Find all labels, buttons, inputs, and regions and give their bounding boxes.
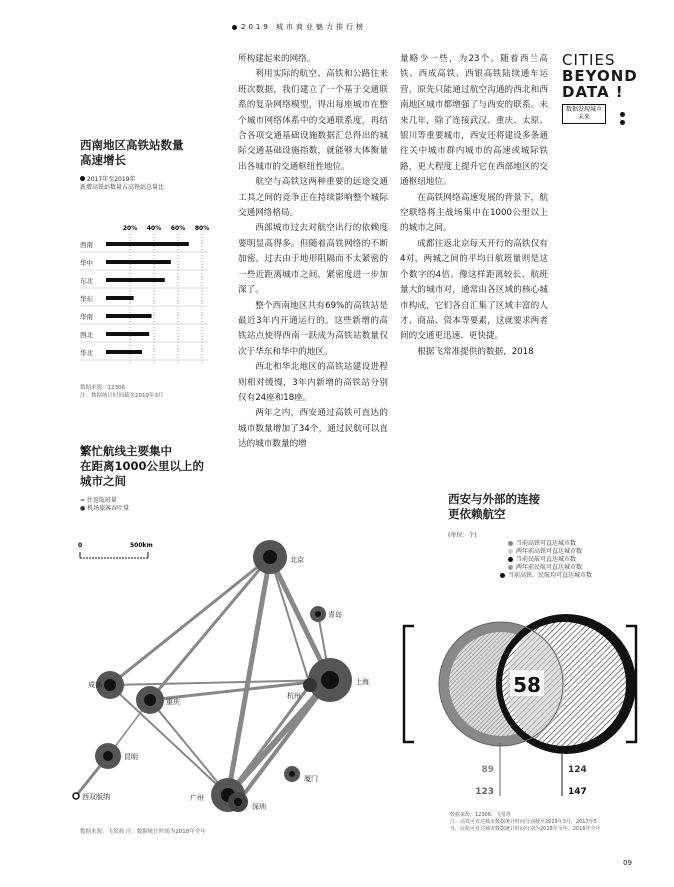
- category-label: 西南: [80, 241, 93, 249]
- air-2018-value: 147: [568, 787, 587, 797]
- city-label-xiamen: 厦门: [304, 775, 318, 783]
- city-label-shanghai: 上海: [355, 678, 369, 686]
- venn-section: 西安与外部的连接 更依赖航空 (单位：个): [448, 492, 598, 540]
- legend-dot-icon: [508, 549, 513, 554]
- legend-dot-icon: [80, 176, 85, 181]
- venn-legend-item: 两年前民航可直达城市数: [508, 564, 638, 572]
- bar-东北: [106, 278, 165, 282]
- paragraph: 在高铁网络高速发展的背景下，航空联络将主战场集中在1000公里以上的城市之间。: [400, 192, 548, 234]
- map-source-note: 数据来源：飞常准 注：数据统计时间为2018年全年: [80, 829, 206, 835]
- map-legend-routes: = 往返航班量: [80, 497, 117, 504]
- article-column-1: [238, 52, 388, 453]
- venn-title: 西安与外部的连接: [448, 492, 540, 506]
- bar-西北: [106, 332, 149, 336]
- city-label-hangzhou: 杭州: [287, 692, 301, 700]
- paragraph: 量略少一些，为23个。随着西兰高铁、西成高铁、西银高铁陆续通车运营，原先只能通过航空沟通的西北和西南地区城市都增强了与西安的联系。未来几年，除了连接武汉、重庆、太原、银川等重要城市，西安还将建设多条通往关中城市群内城市的高速或城际铁路，更大程度上提升它在西部地区的交通枢纽地位。: [400, 54, 548, 188]
- paragraph: 根据飞常准提供的数据，2018: [417, 346, 534, 357]
- paragraph: 整个西南地区共有69%的高铁站是最近3年内开通运行的。这些新增的高铁站点使得西南一跃成为高铁站数量仅次于华东和华中的地区。: [238, 300, 388, 357]
- venn-center-value: 58: [513, 673, 541, 697]
- map-title: 繁忙航线主要集中: [80, 444, 172, 458]
- scale-zero: 0: [78, 542, 83, 549]
- running-header: 2019 城市商业魅力排行榜: [232, 22, 366, 32]
- category-label: 华北: [80, 349, 93, 357]
- legend-dot-icon: [508, 565, 513, 570]
- rail-2019-value: 123: [475, 787, 494, 797]
- paragraph: 航空与高铁这两种重要的远途交通工具之间的竞争正在持续影响整个城际交通网络格局。: [238, 177, 388, 219]
- paragraph: 西北和华北地区的高铁站建设进程则相对缓慢，3年内新增的高铁站分别仅有24座和18座。: [238, 362, 388, 403]
- bracket-icon: [404, 626, 414, 742]
- route-map: [0, 530, 400, 850]
- tick-label: 40%: [146, 225, 162, 232]
- bar-华东: [106, 296, 134, 300]
- article-column-2: [400, 52, 548, 360]
- city-label-qingdao: 青岛: [328, 611, 342, 619]
- city-label-chongqing: 重庆: [166, 698, 180, 706]
- bar-华中: [106, 260, 171, 264]
- paragraph: 利用实际的航空、高铁和公路往来班次数据，我们建立了一个基于交通联系的复杂网络模型，得出每座城市在整个城市网络体系中的交通联系度，再结合各项交通基础设施数据汇总得出的城际交通基础设施指数，就能够大体衡量出各城市的交通枢纽性地位。: [238, 69, 388, 172]
- category-label: 华中: [80, 259, 93, 267]
- tick-label: 60%: [170, 225, 186, 232]
- category-label: 西北: [80, 331, 93, 339]
- bar-legend: 2017年至2019年: [80, 176, 220, 184]
- bar-华北: [106, 350, 142, 354]
- venn-unit: (单位：个): [448, 532, 477, 539]
- bar-chart-section: 西南地区高铁站数量 高速增长 2017年至2019年 新增高铁站数量占高铁站总量比: [80, 138, 220, 192]
- air-2016-value: 124: [568, 765, 587, 775]
- city-label-beijing: 北京: [290, 556, 304, 564]
- venn-legend-item: 当前高铁可直达城市数: [508, 540, 638, 548]
- city-label-kunming: 昆明: [124, 753, 138, 761]
- city-label-xishuangbanna: 西双版纳: [82, 793, 110, 801]
- city-label-guangzhou: 广州: [190, 794, 204, 802]
- legend-dot-icon: [508, 541, 513, 546]
- rail-2017-value: 89: [481, 765, 494, 775]
- paragraph: 两年之内，西安通过高铁可直达的城市数量增加了34个，通过民航可以直达的城市数量的增: [238, 408, 388, 450]
- venn-legend-item: 当前民航可直达城市数: [508, 556, 638, 564]
- venn-diagram: [396, 600, 646, 800]
- venn-legend: [508, 540, 638, 580]
- category-label: 东北: [80, 277, 93, 285]
- legend-dot-icon: [508, 557, 513, 562]
- bar-chart: [78, 222, 218, 382]
- bar-西南: [106, 242, 189, 246]
- map-legend-airports: ● 机场旅客吞吐量: [80, 505, 130, 512]
- tick-label: 20%: [122, 225, 138, 232]
- paragraph: 西部城市过去对航空出行的依赖度要明显高得多。但随着高铁网络的不断加密，过去由于地形阻隔而不太紧密的一些近距离城市之间，紧密度进一步加深了。: [238, 223, 388, 296]
- page-number: 09: [623, 859, 632, 867]
- tick-label: 80%: [194, 225, 210, 232]
- city-label-shenzhen: 深圳: [252, 803, 266, 811]
- category-label: 华南: [80, 313, 93, 321]
- category-label: 华东: [80, 295, 93, 303]
- decorative-dots-icon: [620, 112, 625, 128]
- airport-nodes: [73, 540, 352, 812]
- legend-dot-icon: [500, 573, 505, 578]
- cities-beyond-data-logo: CITIES BEYOND DATA ! 数据发现城市未来: [562, 52, 652, 124]
- paragraph: 成都往返北京每天开行的高铁仅有4对，两城之间的平均日航班量则是这个数字的4倍。像这样距离较长、航班量大的城市对，通常由各区域的核心城市构成，它们各自汇集了区域丰富的人才、商品、资本等要素，这就要求两者间的交通更迅速、更快捷。: [400, 238, 548, 342]
- scale-km: 500km: [130, 542, 153, 549]
- paragraph: 所构建起来的网络。: [238, 54, 316, 64]
- bar-chart-title: 西南地区高铁站数量: [80, 138, 184, 152]
- bar-华南: [106, 314, 152, 318]
- city-label-chengdu: 成都: [88, 681, 102, 689]
- venn-source-note: 数据来源：12306、飞常准 注：高铁可直达城市数据统计时间分别截至2019年3月、2017年5 月，民航可直达城市数据统计时间分别为2018年全年、2016年全年: [450, 812, 601, 832]
- venn-legend-item: 当前高铁、民航均可直达城市数: [500, 572, 638, 580]
- venn-legend-item: 两年前高铁可直达城市数: [508, 548, 638, 556]
- map-section: 繁忙航线主要集中 在距离1000公里以上的 城市之间 = 往返航班量 ● 机场旅客吞吐量: [80, 444, 230, 513]
- bullet-icon: [232, 25, 237, 30]
